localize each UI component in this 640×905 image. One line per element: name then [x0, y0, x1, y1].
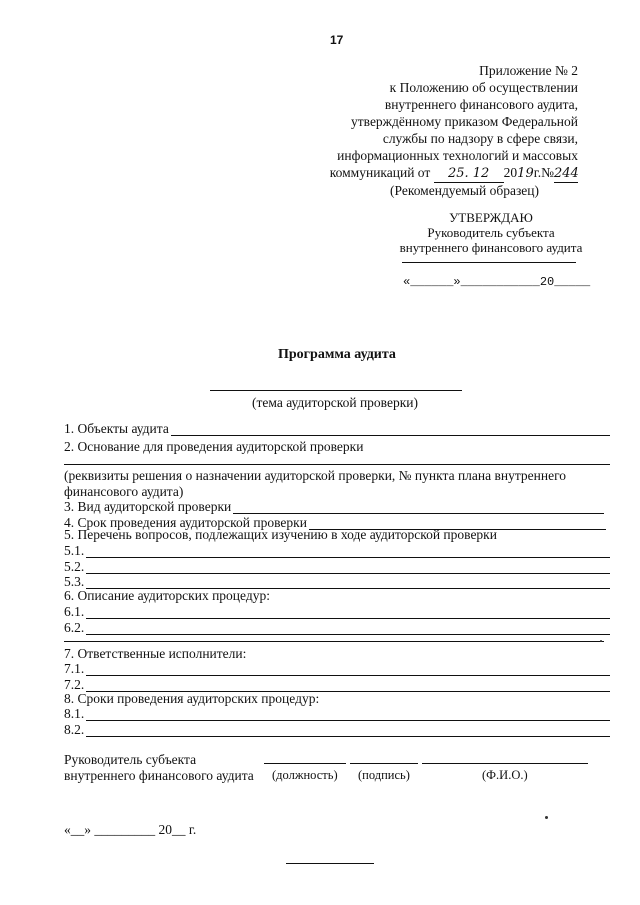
signature-caption: (подпись): [358, 768, 410, 782]
fill-line: [86, 622, 610, 635]
fill-line: [171, 423, 610, 436]
appendix-line: Приложение № 2: [479, 63, 578, 78]
item-basis-note-1: (реквизиты решения о назначении аудиторской проверки, № пункта плана внутреннего: [64, 468, 567, 483]
item-8-1: [64, 706, 610, 721]
item-questions-list: 5. Перечень вопросов, подлежащих изучению в ходе аудиторской проверки: [64, 527, 497, 542]
approval-role-line2: внутреннего финансового аудита: [399, 240, 583, 255]
appendix-line: информационных технологий и массовых: [337, 148, 578, 163]
approval-block: [396, 210, 586, 255]
appendix-header: [278, 62, 578, 183]
item-7-2: [64, 677, 610, 692]
topic-field-line: [210, 390, 462, 391]
item-label: 4. Срок проведения аудиторской проверки: [64, 515, 307, 530]
item-7-1: [64, 661, 610, 676]
item-5-3: [64, 574, 610, 589]
appendix-line: к Положению об осуществлении: [389, 80, 578, 95]
item-label: 6.1.: [64, 604, 85, 619]
handwritten-year: 19: [517, 166, 534, 181]
program-title: Программа аудита: [278, 347, 396, 362]
item-procedures-timing: 8. Сроки проведения аудиторских процедур:: [64, 691, 320, 706]
position-line: [264, 763, 346, 764]
signature-line: [350, 763, 418, 764]
item-label: 7.2.: [64, 677, 85, 692]
item-6-2: [64, 620, 610, 635]
appendix-line: внутреннего финансового аудита,: [384, 97, 578, 112]
item-label: 3. Вид аудиторской проверки: [64, 499, 232, 514]
item-label: 5.2.: [64, 559, 85, 574]
item-audit-objects: [64, 421, 610, 436]
item-audit-basis: 2. Основание для проведения аудиторской проверки: [64, 439, 364, 454]
item-6-1: [64, 604, 610, 619]
footer-separator-line: [286, 863, 374, 864]
appendix-line: утверждённому приказом Федеральной: [351, 114, 578, 129]
item-5-1: [64, 543, 610, 558]
appendix-line: службы по надзору в сфере связи,: [382, 131, 578, 146]
appendix-line-prefix: коммуникаций от: [329, 165, 431, 180]
scan-speck: [545, 816, 548, 819]
signature-role: [64, 752, 254, 784]
bottom-date: «__» _________ 20__ г.: [64, 822, 197, 837]
item-label: 8.1.: [64, 706, 85, 721]
item-label: 1. Объекты аудита: [64, 421, 169, 436]
item-responsible-executors: 7. Ответственные исполнители:: [64, 646, 247, 661]
topic-caption: (тема аудиторской проверки): [252, 395, 418, 410]
item-label: 8.2.: [64, 722, 85, 737]
item-basis-note-2: финансового аудита): [64, 484, 184, 499]
item-label: 5.1.: [64, 543, 85, 558]
approval-title: УТВЕРЖДАЮ: [449, 210, 533, 225]
year-prefix: 20: [503, 165, 518, 180]
item-label: 6.2.: [64, 620, 85, 635]
handwritten-number: 244: [554, 166, 579, 181]
signature-role-line1: Руководитель субъекта: [64, 752, 197, 767]
item-audit-type: [64, 499, 604, 514]
scan-speck: [600, 640, 602, 642]
fill-line: [86, 545, 610, 558]
item-label: 7.1.: [64, 661, 85, 676]
fill-line: [233, 501, 604, 514]
fill-line: [86, 606, 610, 619]
fio-caption: (Ф.И.О.): [482, 768, 528, 782]
item-label: 5.3.: [64, 574, 85, 589]
signature-role-line2: внутреннего финансового аудита: [64, 768, 254, 783]
item-8-2: [64, 722, 610, 737]
appendix-last-line: [278, 164, 578, 183]
fill-line: [86, 561, 610, 574]
item-5-2: [64, 559, 610, 574]
number-prefix: г.№: [533, 165, 554, 180]
fill-line: [64, 464, 610, 465]
recommended-sample-label: (Рекомендуемый образец): [390, 183, 539, 198]
fill-line: [86, 663, 610, 676]
handwritten-date: 25. 12: [434, 165, 504, 183]
item-procedures-description: 6. Описание аудиторских процедур:: [64, 588, 270, 603]
approval-date: «______»___________20_____: [403, 275, 591, 289]
fill-line: [64, 641, 604, 642]
fio-line: [422, 763, 588, 764]
fill-line: [86, 708, 610, 721]
position-caption: (должность): [272, 768, 338, 782]
fill-line: [86, 724, 610, 737]
page-number: 17: [330, 33, 344, 47]
approval-signature-line: [402, 262, 576, 263]
approval-role-line1: Руководитель субъекта: [427, 225, 555, 240]
